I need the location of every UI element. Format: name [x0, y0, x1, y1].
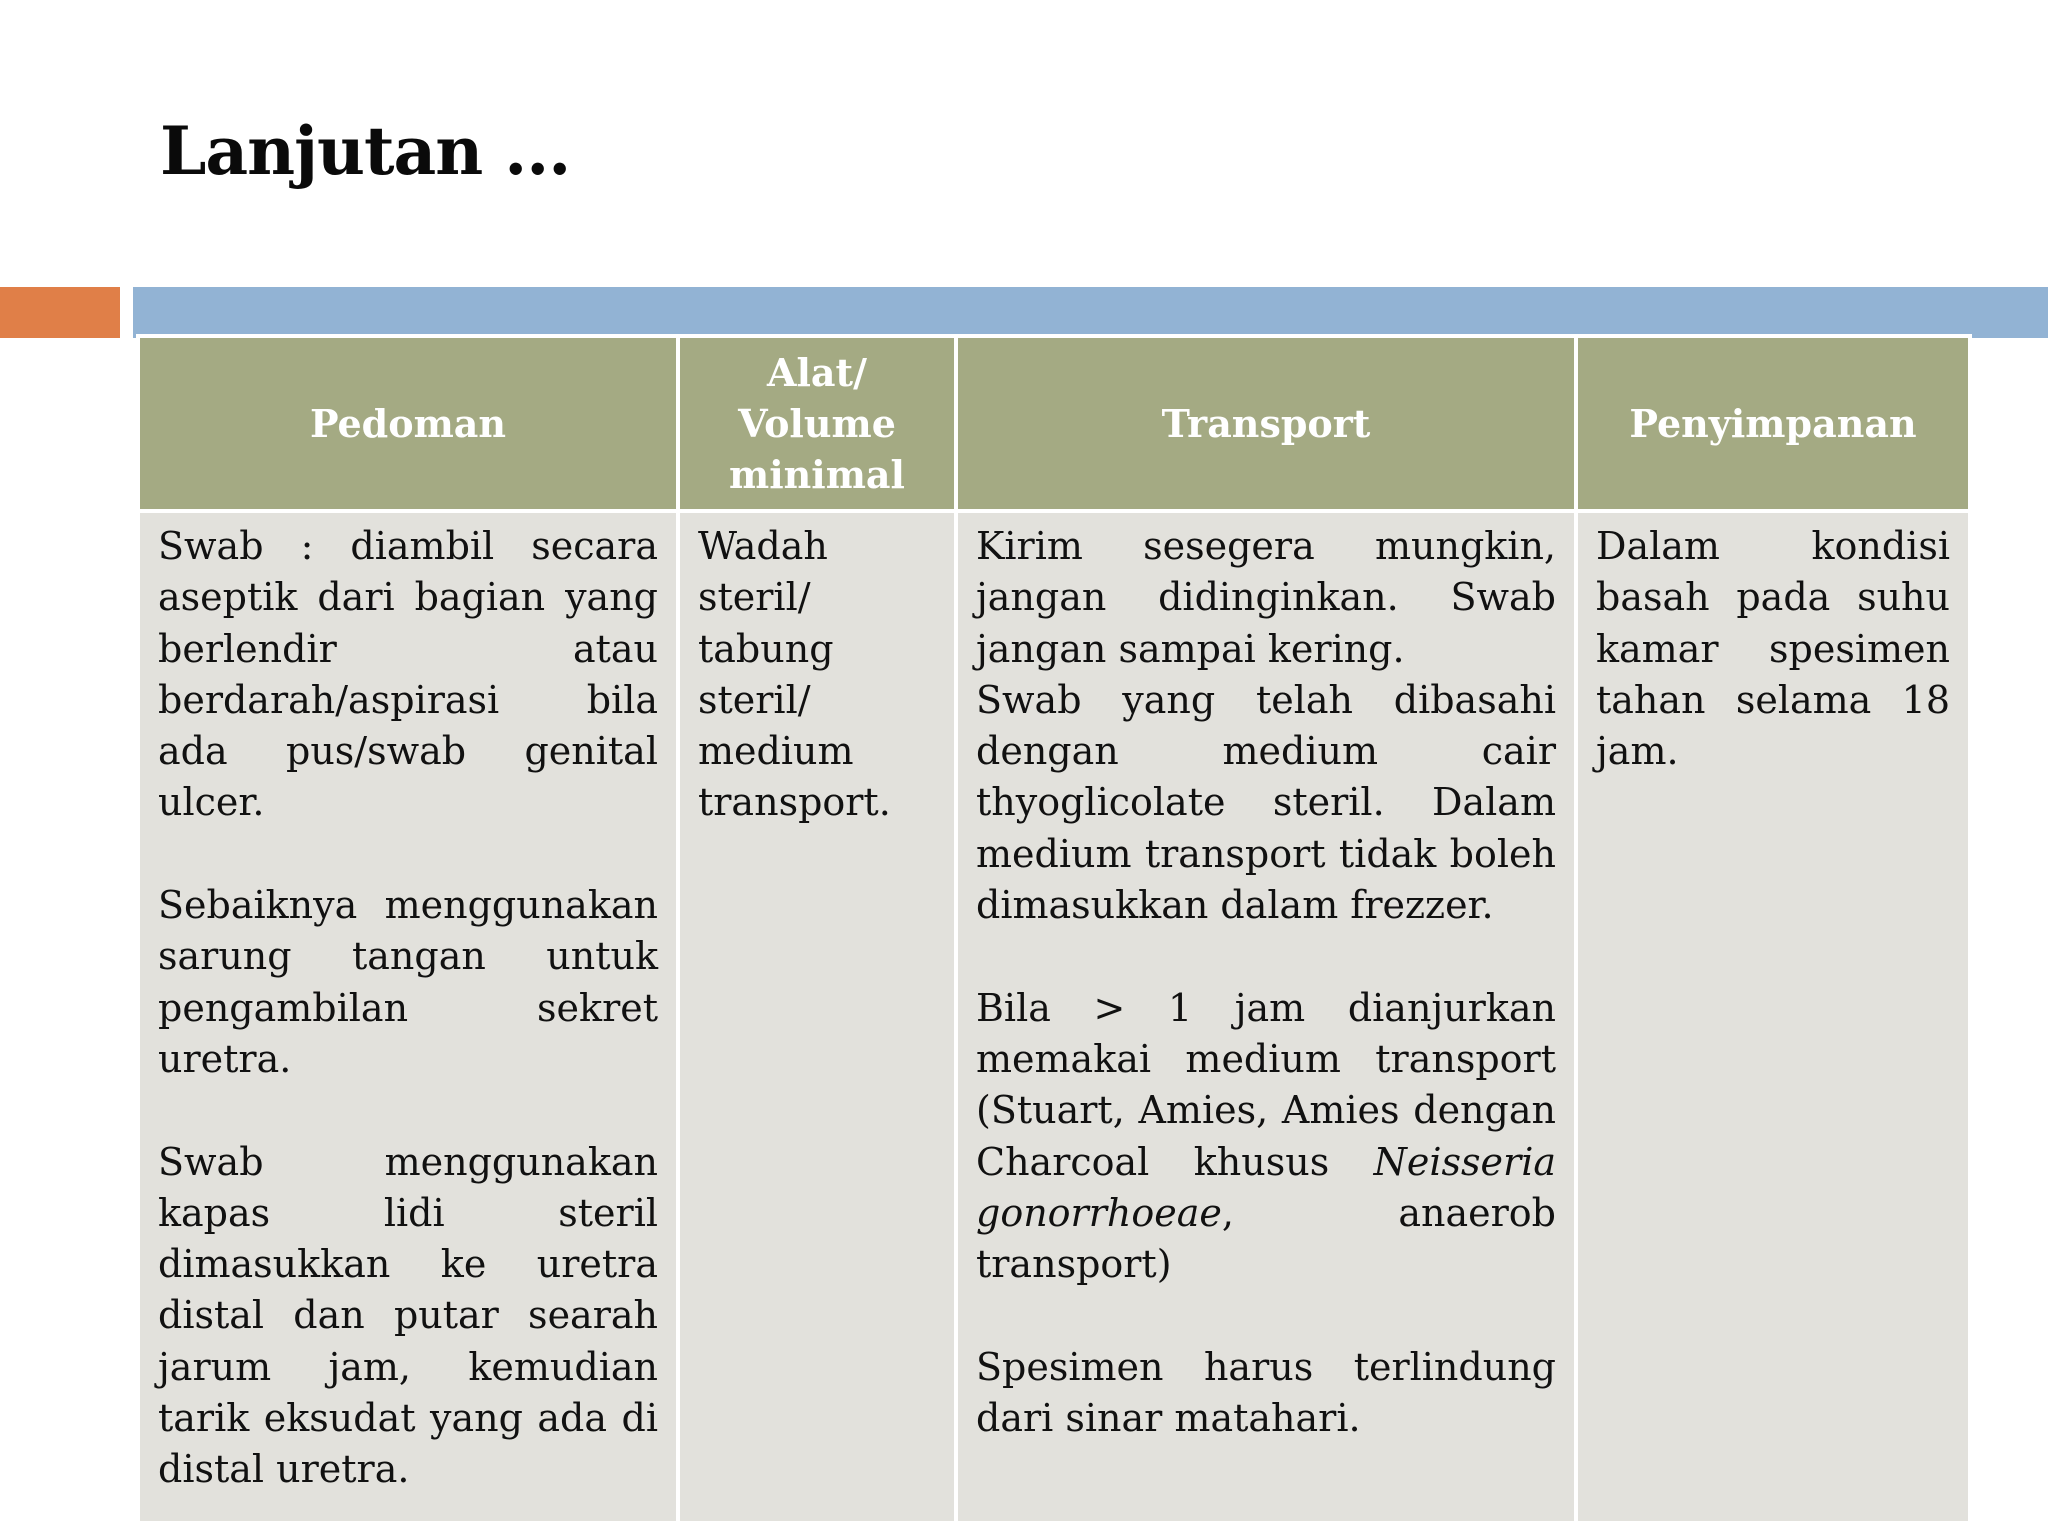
transport-paragraph-3	[976, 983, 1556, 1291]
pedoman-paragraph-3: Swab menggunakan kapas lidi steril dimasukkan ke uretra distal dan putar searah jarum jam, kemudian tarik eksudat yang ada di distal uretra.	[158, 1139, 658, 1492]
pedoman-paragraph-1: Swab : diambil secara aseptik dari bagian yang berlendir atau berdarah/aspirasi bila ada pus/swab genital ulcer.	[158, 524, 658, 825]
slide-title: Lanjutan ...	[160, 112, 571, 190]
cell-transport	[958, 513, 1574, 1521]
cell-alat-volume	[680, 513, 954, 1521]
transport-p3-text: Bila > 1 jam dianjurkan memakai medium transport (Stuart, Amies, Amies dengan Charcoal khusus	[976, 985, 1556, 1184]
header-transport: Transport	[958, 338, 1574, 509]
transport-paragraph-4: Spesimen harus terlindung dari sinar matahari.	[976, 1344, 1556, 1441]
header-penyimpanan: Penyimpanan	[1578, 338, 1968, 509]
specimen-table	[136, 334, 1972, 1525]
pedoman-paragraph-2: Sebaiknya menggunakan sarung tangan untuk pengambilan sekret uretra.	[158, 883, 658, 1081]
table-row	[140, 513, 1968, 1521]
transport-paragraph-2: Swab yang telah dibasahi dengan medium cair thyoglicolate steril. Dalam medium transport tidak boleh dimasukkan dalam frezzer.	[976, 677, 1556, 928]
transport-p3-organism: Neisseria gonorrhoeae	[976, 1139, 1556, 1235]
header-pedoman: Pedoman	[140, 338, 676, 509]
accent-bar-blue	[133, 287, 2048, 338]
accent-bar-orange	[0, 287, 120, 338]
transport-paragraph-1: Kirim sesegera mungkin, jangan didinginkan. Swab jangan sampai kering.	[976, 524, 1556, 671]
penyimpanan-paragraph-1: Dalam kondisi basah pada suhu kamar spesimen tahan selama 18 jam.	[1596, 524, 1950, 774]
table-header-row	[140, 338, 1968, 509]
cell-pedoman	[140, 513, 676, 1521]
cell-penyimpanan	[1578, 513, 1968, 1521]
header-alat-volume: Alat/ Volume minimal	[680, 338, 954, 509]
transport-p3-text-end: , anaerob transport)	[976, 1190, 1556, 1287]
alat-paragraph-1: Wadah steril/ tabung steril/ medium transport.	[698, 524, 891, 825]
